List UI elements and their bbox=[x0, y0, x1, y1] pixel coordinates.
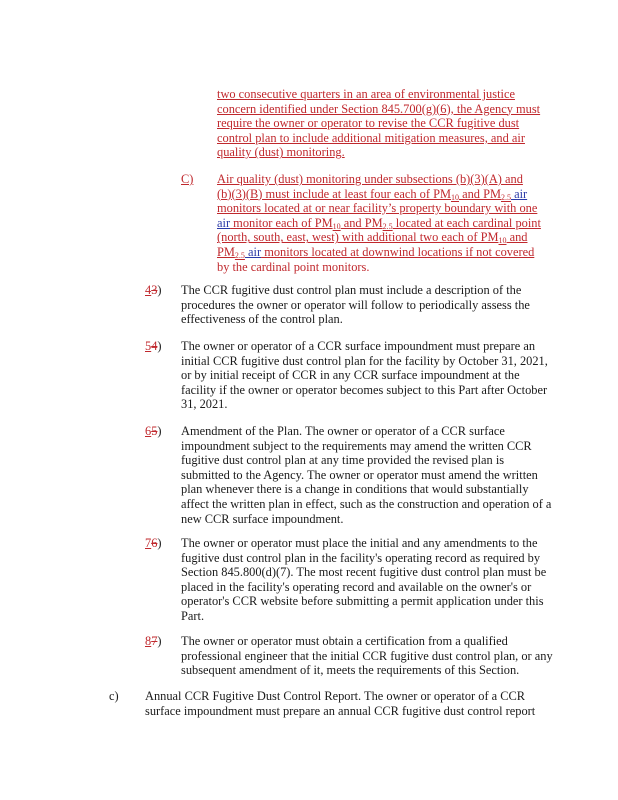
text-fragment: and bbox=[506, 230, 528, 245]
text-fragment: air bbox=[217, 215, 231, 230]
text-line: operator's CCR website before submitting a permit application under this bbox=[181, 594, 544, 609]
item-4-label: 43) bbox=[145, 283, 162, 297]
text-line: Section 845.800(d)(7). The most recent fugitive dust control plan must be bbox=[181, 565, 547, 580]
subscript: 2.5 bbox=[382, 221, 393, 231]
text-fragment: monitors located at downwind locations if not covered bbox=[261, 244, 535, 259]
text-line: or by initial receipt of CCR in any CCR surface impoundment at the bbox=[181, 368, 520, 383]
text-line: The owner or operator of a CCR surface impoundment must prepare an bbox=[181, 339, 536, 353]
section-c-paragraph bbox=[145, 689, 535, 718]
item-6-label: 65) bbox=[145, 424, 162, 438]
item-6-paragraph bbox=[181, 424, 551, 526]
subscript: 2.5 bbox=[500, 192, 511, 202]
text-line: concern identified under Section 845.700(g)(6), the Agency must bbox=[217, 101, 541, 116]
text-fragment: monitor each of PM bbox=[230, 215, 333, 230]
text-line: plan whenever there is a change in conditions that would substantially bbox=[181, 482, 529, 497]
subscript: 10 bbox=[498, 236, 507, 246]
item-c-paragraph bbox=[217, 172, 541, 274]
text-line: two consecutive quarters in an area of environmental justice bbox=[217, 87, 515, 101]
text-fragment: air bbox=[244, 244, 262, 259]
section-c-label: c) bbox=[109, 689, 119, 703]
subscript: 10 bbox=[332, 221, 341, 231]
text-fragment: and PM bbox=[340, 215, 383, 230]
item-7-label: 76) bbox=[145, 536, 162, 550]
text-fragment: (b)(3)(B) must include at least four each of PM bbox=[217, 186, 451, 201]
text-line: monitors located at or near facility’s property boundary with one bbox=[217, 201, 538, 216]
top-paragraph bbox=[217, 87, 540, 160]
item-4-paragraph bbox=[181, 283, 530, 327]
item-c-label: C) bbox=[181, 172, 194, 186]
text-line: fugitive dust control plan in the facility's operating record as required by bbox=[181, 550, 541, 565]
text-fragment: PM bbox=[217, 244, 235, 259]
text-line: subsequent amendment of it, meets the requirements of this Section. bbox=[181, 663, 520, 678]
item-5-label: 54) bbox=[145, 339, 162, 353]
text-line: placed in the facility's operating record and available on the owner's or bbox=[181, 579, 532, 594]
text-line: Amendment of the Plan. The owner or operator of a CCR surface bbox=[181, 424, 505, 438]
text-line: submitted to the Agency. The owner or operator must amend the written bbox=[181, 467, 538, 482]
text-line: fugitive dust control plan at any time provided the revised plan is bbox=[181, 453, 505, 468]
text-line: by the cardinal point monitors. bbox=[217, 259, 370, 274]
text-line: The owner or operator must obtain a certification from a qualified bbox=[181, 634, 508, 648]
text-line: The CCR fugitive dust control plan must include a description of the bbox=[181, 283, 522, 297]
item-8-paragraph bbox=[181, 634, 553, 678]
subscript: 10 bbox=[450, 192, 459, 202]
text-fragment: and PM bbox=[458, 186, 501, 201]
text-line: effectiveness of the control plan. bbox=[181, 312, 343, 327]
text-fragment: located at each cardinal point bbox=[392, 215, 541, 230]
text-line: affect the written plan in effect, such as the construction and operation of a bbox=[181, 496, 552, 511]
text-line: facility if the owner or operator becomes subject to this Part after October bbox=[181, 382, 548, 397]
text-line: Annual CCR Fugitive Dust Control Report. The owner or operator of a CCR bbox=[145, 689, 526, 703]
text-line: procedures the owner or operator will follow to periodically assess the bbox=[181, 297, 530, 312]
text-line: surface impoundment must prepare an annual CCR fugitive dust control report bbox=[145, 703, 536, 718]
subscript: 2.5 bbox=[234, 250, 245, 260]
text-line: quality (dust) monitoring. bbox=[217, 145, 345, 160]
item-8-label: 87) bbox=[145, 634, 162, 648]
item-5-paragraph bbox=[181, 339, 548, 412]
text-line: require the owner or operator to revise the CCR fugitive dust bbox=[217, 116, 520, 131]
text-line: new CCR surface impoundment. bbox=[181, 511, 344, 526]
text-line: professional engineer that the initial CCR fugitive dust control plan, or any bbox=[181, 648, 553, 663]
text-line: impoundment subject to the requirements may amend the written CCR bbox=[181, 438, 532, 453]
text-fragment: (north, south, east, west) with additional two each of PM bbox=[217, 230, 499, 245]
text-line: 31, 2021. bbox=[181, 397, 228, 412]
text-line: Air quality (dust) monitoring under subsections (b)(3)(A) and bbox=[217, 172, 523, 186]
text-line: The owner or operator must place the initial and any amendments to the bbox=[181, 536, 538, 550]
text-fragment: air bbox=[510, 186, 528, 201]
item-7-paragraph bbox=[181, 536, 546, 624]
text-line: Part. bbox=[181, 608, 205, 623]
text-line: control plan to include additional mitigation measures, and air bbox=[217, 130, 525, 145]
text-line: initial CCR fugitive dust control plan for the facility by October 31, 2021, bbox=[181, 353, 548, 368]
